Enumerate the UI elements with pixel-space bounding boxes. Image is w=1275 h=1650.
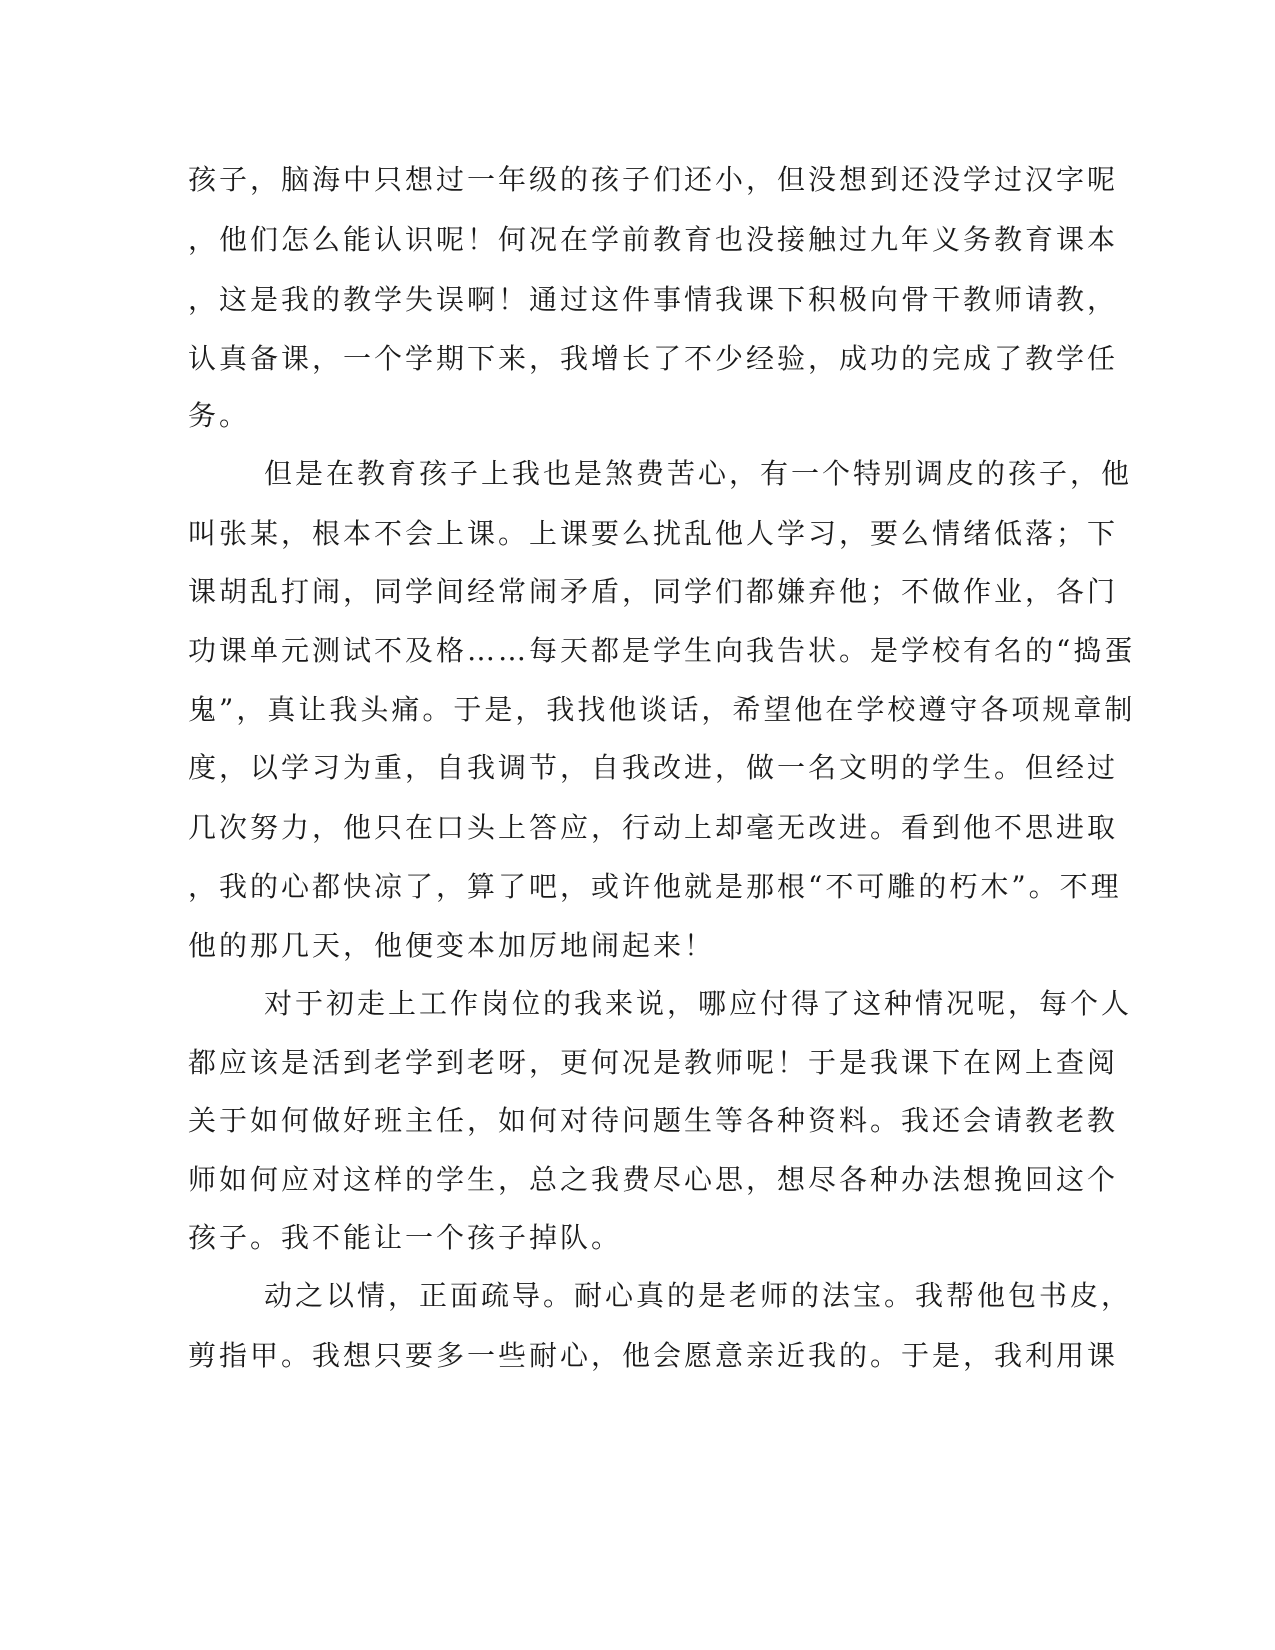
paragraph-first-line: 但是在教育孩子上我也是煞费苦心，有一个特别调皮的孩子，他 [264,457,1133,490]
text-line: 几次努力，他只在口头上答应，行动上却毫无改进。看到他不思进取 [188,811,1119,844]
text-line: 功课单元测试不及格……每天都是学生向我告状。是学校有名的“捣蛋 [188,634,1136,667]
text-line: 孩子。我不能让一个孩子掉队。 [188,1221,623,1254]
text-line: ，我的心都快凉了，算了吧，或许他就是那根“不可雕的朽木”。不理 [188,870,1122,903]
text-line: 剪指甲。我想只要多一些耐心，他会愿意亲近我的。于是，我利用课 [188,1339,1119,1372]
text-line: 度，以学习为重，自我调节，自我改进，做一名文明的学生。但经过 [188,751,1119,784]
text-line: 孩子，脑海中只想过一年级的孩子们还小，但没想到还没学过汉字呢 [188,163,1119,196]
text-line: 关于如何做好班主任，如何对待问题生等各种资料。我还会请教老教 [188,1104,1119,1137]
text-line: 师如何应对这样的学生，总之我费尽心思，想尽各种办法想挽回这个 [188,1163,1119,1196]
text-line: 务。 [188,399,251,432]
text-line: 叫张某，根本不会上课。上课要么扰乱他人学习，要么情绪低落；下 [188,517,1119,550]
text-line: 认真备课，一个学期下来，我增长了不少经验，成功的完成了教学任 [188,342,1119,375]
text-line: 课胡乱打闹，同学间经常闹矛盾，同学们都嫌弃他；不做作业，各门 [188,575,1119,608]
paragraph-first-line: 动之以情，正面疏导。耐心真的是老师的法宝。我帮他包书皮， [264,1279,1133,1312]
text-line: 都应该是活到老学到老呀，更何况是教师呢！于是我课下在网上查阅 [188,1046,1119,1079]
text-line: ，这是我的教学失误啊！通过这件事情我课下积极向骨干教师请教， [188,283,1119,316]
text-line: 他的那几天，他便变本加厉地闹起来！ [188,929,716,962]
paragraph-first-line: 对于初走上工作岗位的我来说，哪应付得了这种情况呢，每个人 [264,987,1133,1020]
text-line: 鬼”，真让我头痛。于是，我找他谈话，希望他在学校遵守各项规章制 [188,693,1136,726]
text-line: ，他们怎么能认识呢！何况在学前教育也没接触过九年义务教育课本 [188,223,1119,256]
